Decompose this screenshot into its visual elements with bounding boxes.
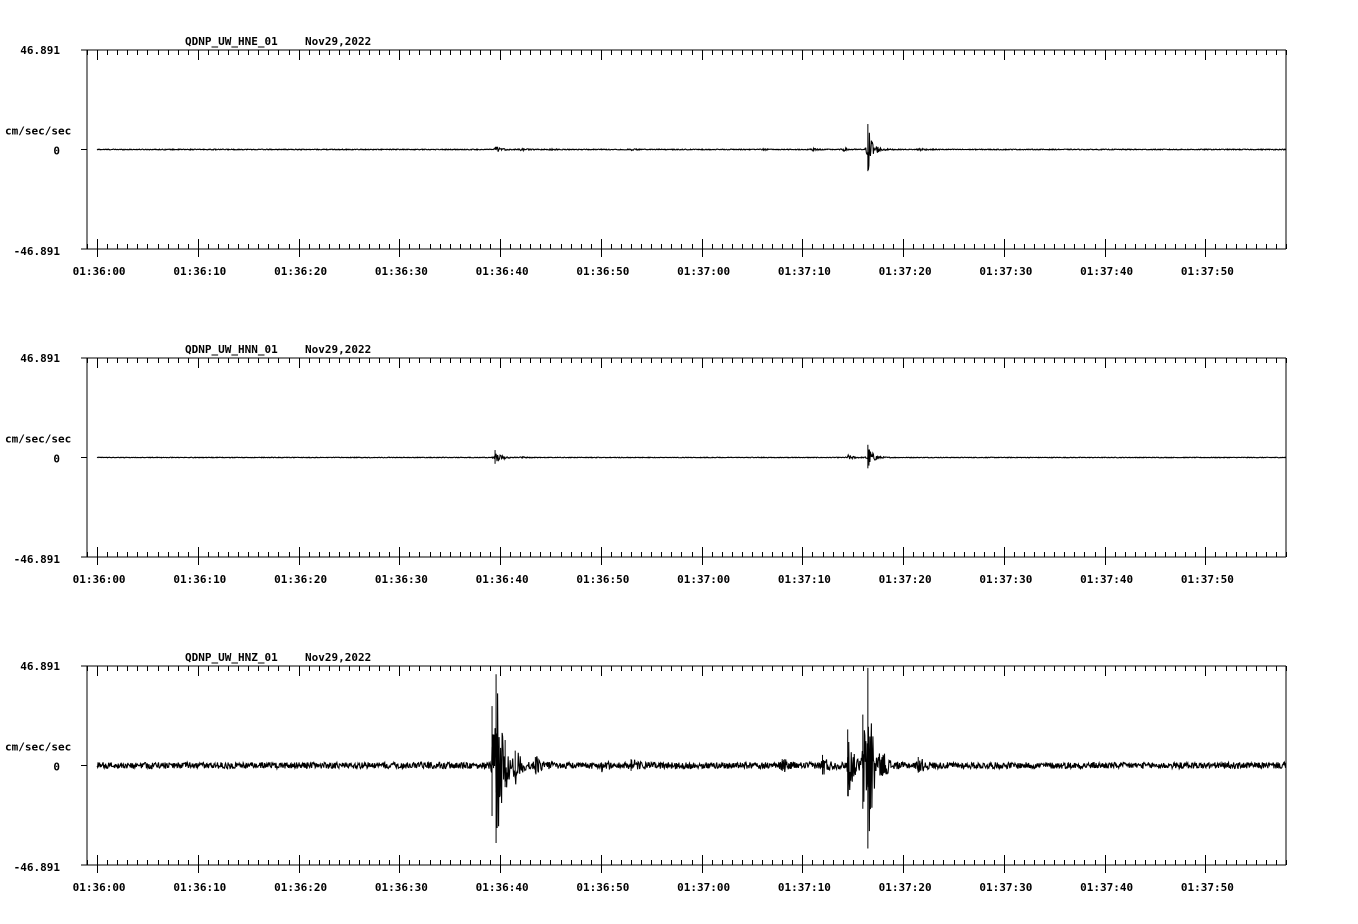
x-tick-label: 01:37:50 xyxy=(1180,881,1234,894)
x-tick-label: 01:36:40 xyxy=(475,881,529,894)
y-max-label: 46.891 xyxy=(20,44,60,57)
waveform-trace xyxy=(97,133,1286,170)
x-tick-label: 01:37:40 xyxy=(1080,881,1134,894)
x-tick-label: 01:36:50 xyxy=(576,265,630,278)
x-tick-label: 01:36:50 xyxy=(576,881,630,894)
channel-title: QDNP_UW_HNE_01 xyxy=(185,35,278,48)
y-axis-unit-label: cm/sec/sec xyxy=(5,432,72,446)
y-axis-unit-label: cm/sec/sec xyxy=(5,740,72,754)
y-zero-label: 0 xyxy=(53,760,60,774)
record-date: Nov29,2022 xyxy=(305,343,372,356)
x-tick-label: 01:37:00 xyxy=(677,265,731,278)
x-tick-label: 01:37:10 xyxy=(777,573,831,586)
y-min-label: -46.891 xyxy=(13,245,60,258)
record-date: Nov29,2022 xyxy=(305,35,372,48)
y-axis-unit-label: cm/sec/sec xyxy=(5,124,72,138)
x-tick-label: 01:36:30 xyxy=(374,881,428,894)
x-tick-label: 01:36:00 xyxy=(72,265,126,278)
waveform-trace xyxy=(97,693,1286,831)
x-tick-label: 01:36:20 xyxy=(274,265,328,278)
seismogram-panel-2 xyxy=(5,343,1287,586)
y-min-label: -46.891 xyxy=(13,553,60,566)
x-tick-label: 01:37:40 xyxy=(1080,265,1134,278)
y-max-label: 46.891 xyxy=(20,352,60,365)
x-tick-label: 01:36:00 xyxy=(72,881,126,894)
x-tick-label: 01:37:50 xyxy=(1180,573,1234,586)
x-tick-label: 01:37:10 xyxy=(777,881,831,894)
x-tick-label: 01:37:50 xyxy=(1180,265,1234,278)
seismogram-panel-3 xyxy=(5,651,1287,894)
y-min-label: -46.891 xyxy=(13,861,60,874)
x-tick-label: 01:36:40 xyxy=(475,265,529,278)
y-zero-label: 0 xyxy=(53,144,60,158)
channel-title: QDNP_UW_HNZ_01 xyxy=(185,651,278,664)
seismogram-panel-1 xyxy=(5,35,1287,278)
y-max-label: 46.891 xyxy=(20,660,60,673)
x-tick-label: 01:36:50 xyxy=(576,573,630,586)
x-tick-label: 01:36:30 xyxy=(374,573,428,586)
x-tick-label: 01:37:00 xyxy=(677,573,731,586)
x-tick-label: 01:37:00 xyxy=(677,881,731,894)
record-date: Nov29,2022 xyxy=(305,651,372,664)
x-tick-label: 01:37:30 xyxy=(979,881,1033,894)
x-tick-label: 01:37:40 xyxy=(1080,573,1134,586)
x-tick-label: 01:36:30 xyxy=(374,265,428,278)
x-tick-label: 01:37:30 xyxy=(979,573,1033,586)
x-tick-label: 01:37:20 xyxy=(878,573,932,586)
x-tick-label: 01:37:20 xyxy=(878,881,932,894)
channel-title: QDNP_UW_HNN_01 xyxy=(185,343,278,356)
x-tick-label: 01:36:20 xyxy=(274,881,328,894)
x-tick-label: 01:37:30 xyxy=(979,265,1033,278)
x-tick-label: 01:36:00 xyxy=(72,573,126,586)
x-tick-label: 01:36:10 xyxy=(173,881,227,894)
x-tick-label: 01:36:40 xyxy=(475,573,529,586)
y-zero-label: 0 xyxy=(53,452,60,466)
x-tick-label: 01:36:10 xyxy=(173,573,227,586)
x-tick-label: 01:36:20 xyxy=(274,573,328,586)
x-tick-label: 01:36:10 xyxy=(173,265,227,278)
x-tick-label: 01:37:10 xyxy=(777,265,831,278)
waveform-trace xyxy=(97,449,1286,465)
x-tick-label: 01:37:20 xyxy=(878,265,932,278)
